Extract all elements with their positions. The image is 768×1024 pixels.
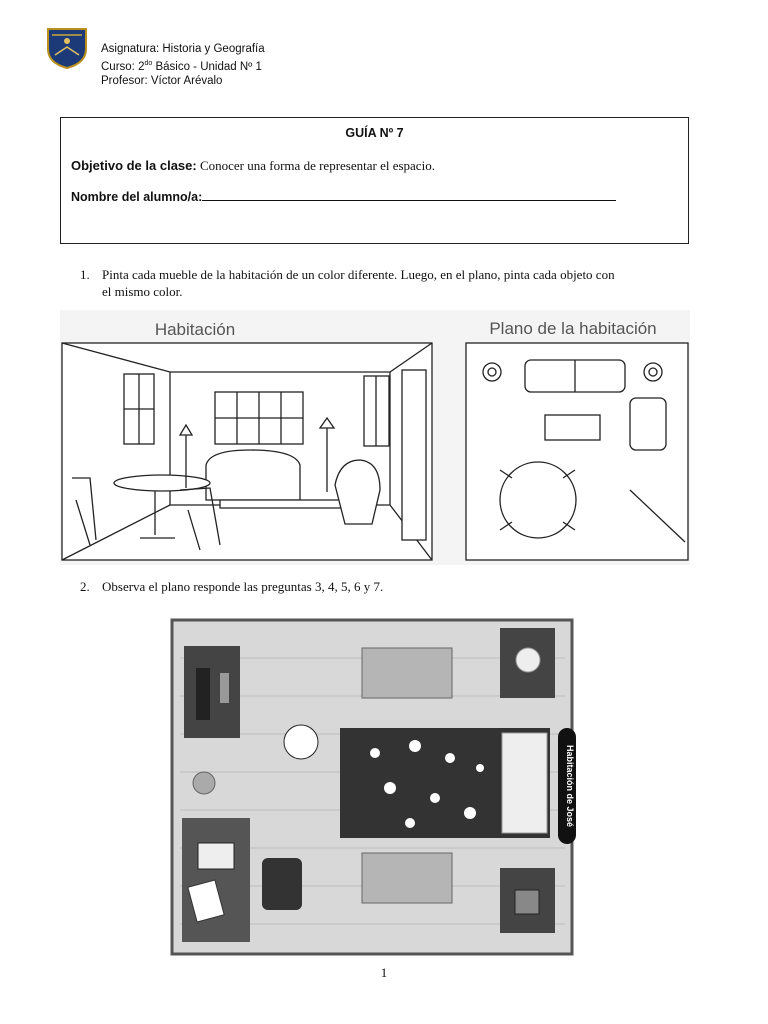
header-info (101, 42, 265, 88)
jose-room-plan (170, 618, 580, 958)
instruction-text-cont: el mismo color. (102, 284, 183, 299)
floor-plan-drawing (466, 343, 688, 560)
rug-bottom (362, 853, 452, 903)
plan-title: Plano de la habitación (489, 319, 657, 338)
tv (196, 668, 210, 720)
course-text: Curso: $2^{do}$ Básico - Unidad Nº 1 (101, 59, 262, 73)
subject-text: Asignatura: Historia y Geografía (101, 43, 265, 55)
page-number: 1 (380, 965, 388, 980)
course-superscript: do (144, 59, 153, 67)
instruction-2 (80, 578, 700, 595)
chair (262, 858, 302, 910)
instruction-number: 1. (80, 267, 90, 282)
guide-title: GUÍA Nº 7 (345, 126, 404, 140)
instruction-text: Observa el plano responde las preguntas 3, 4, 5, 6 y 7. (102, 579, 384, 594)
room-drawing (62, 343, 432, 560)
objective-label: Objetivo de la clase: (71, 158, 197, 173)
radio (515, 890, 539, 914)
objective (71, 158, 435, 174)
room-title: Habitación (154, 320, 236, 339)
instruction-text: Pinta cada mueble de la habitación de un color diferente. Luego, en el plano, pinta cada objeto con (102, 267, 615, 282)
objective-text: Conocer una forma de representar el espacio. (196, 158, 435, 173)
study-desk (182, 818, 250, 942)
round-rug (193, 772, 215, 794)
instruction-1 (80, 266, 700, 300)
teacher-text: Profesor: Víctor Arévalo (101, 74, 223, 87)
student-label: Nombre del alumno/a: (71, 190, 203, 204)
tablet (198, 843, 234, 869)
room-and-floor-plan-illustration (60, 310, 690, 565)
pillow (502, 733, 547, 833)
rug-top (362, 648, 452, 698)
remote-control (220, 673, 229, 703)
soccer-ball (284, 725, 318, 759)
school-logo-shield (46, 27, 88, 69)
student-name-field[interactable] (71, 190, 616, 204)
instruction-number: 2. (80, 579, 90, 594)
student-name-line[interactable] (202, 190, 616, 201)
guide-box (60, 117, 689, 244)
tv-desk (184, 646, 240, 738)
lamp (516, 648, 540, 672)
room-label: Habitación de José (565, 744, 575, 828)
